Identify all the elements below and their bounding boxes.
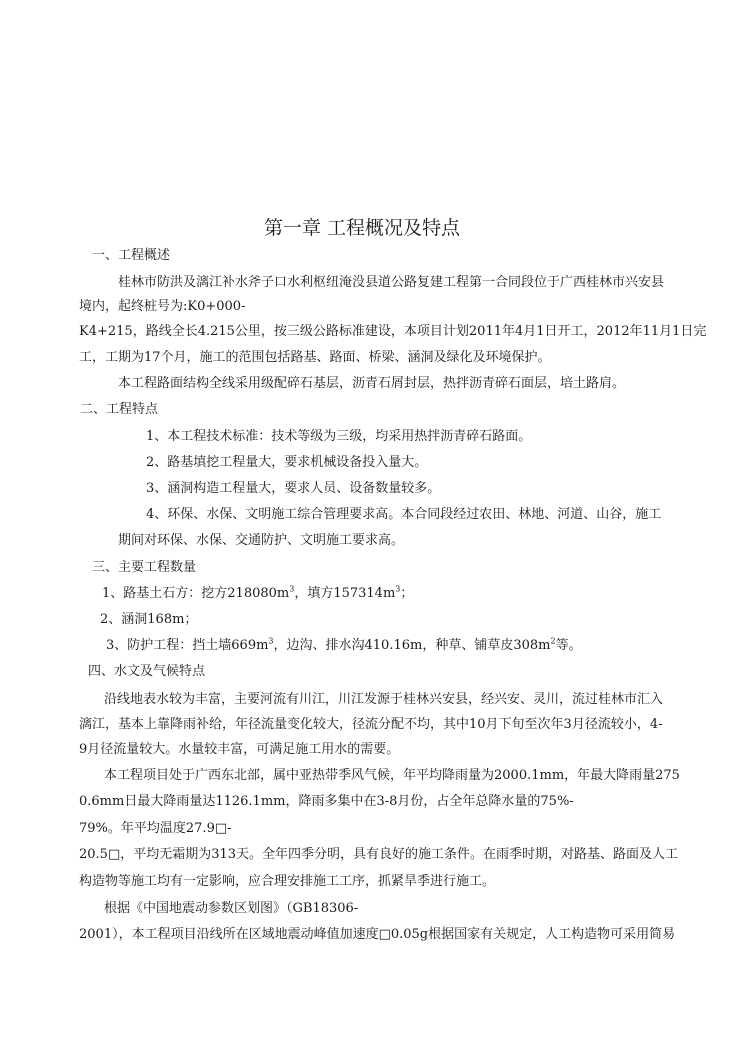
list-item: 2、路基填挖工程量大，要求机械设备投入量大。 (146, 455, 428, 470)
section-heading-1: 一、工程概述 (92, 248, 171, 263)
paragraph-line: 2001），本工程项目沿线所在区域地震动峰值加速度□0.05g根据国家有关规定，人工构造物可采用简易 (79, 927, 676, 942)
paragraph-line: 漓江，基本上靠降雨补给，年径流量变化较大，径流分配不均，其中10月下旬至次年3月径流较小，4- (79, 717, 663, 732)
list-item: 4、环保、水保、文明施工综合管理要求高。本合同段经过农田、林地、河道、山谷，施工 (146, 507, 662, 522)
paragraph-line: 9月径流量较大。水量较丰富，可满足施工用水的需要。 (79, 742, 400, 757)
quantity-text: 3、防护工程：挡土墙669m (106, 638, 269, 653)
section-heading-2: 二、工程特点 (80, 402, 159, 417)
quantity-text: 等。 (555, 638, 582, 653)
paragraph-line: 本工程路面结构全线采用级配碎石基层，沥青石屑封层，热拌沥青碎石面层，培土路肩。 (118, 376, 626, 391)
paragraph-line: 沿线地表水较为丰富，主要河流有川江，川江发源于桂林兴安县，经兴安、灵川，流过桂林市汇入 (104, 692, 664, 707)
list-item: 1、本工程技术标准：技术等级为三级，均采用热拌沥青碎石路面。 (146, 429, 532, 444)
superscript: 2 (550, 636, 556, 646)
superscript: 3 (289, 584, 295, 594)
quantity-item: 2、涵洞168m； (100, 612, 198, 627)
paragraph-line: 桂林市防洪及漓江补水斧子口水利枢纽淹没县道公路复建工程第一合同段位于广西桂林市兴安县 (118, 275, 665, 290)
quantity-item (102, 586, 413, 602)
paragraph-line: 20.5□，平均无霜期为313天。全年四季分明，具有良好的施工条件。在雨季时期，对路基、路面及人工 (79, 847, 679, 862)
paragraph-line: 79%。年平均温度27.9□- (79, 821, 232, 836)
superscript: 3 (268, 636, 274, 646)
list-item: 3、涵洞构造工程量大，要求人员、设备数量较多。 (146, 481, 441, 496)
chapter-title: 第一章 工程概况及特点 (263, 217, 461, 239)
paragraph-line: K4+215，路线全长4.215公里，按三级公路标准建设，本项目计划2011年4月1日开工，2012年11月1日完 (79, 324, 707, 339)
paragraph-line: 构造物等施工均有一定影响，应合理安排施工工序，抓紧旱季进行施工。 (79, 874, 496, 889)
quantity-text: 1、路基土石方：挖方218080m (102, 586, 290, 601)
quantity-text: ，填方157314m (294, 586, 396, 601)
quantity-text: ，边沟、排水沟410.16m，种草、铺草皮308m (273, 638, 551, 653)
section-heading-3: 三、主要工程数量 (92, 560, 197, 575)
paragraph-line: 0.6mm日最大降雨量达1126.1mm，降雨多集中在3-8月份，占全年总降水量的75%- (79, 794, 574, 809)
superscript: 3 (395, 584, 401, 594)
paragraph-line: 工，工期为17个月，施工的范围包括路基、路面、桥梁、涵洞及绿化及环境保护。 (79, 350, 551, 365)
paragraph-line: 根据《中国地震动参数区划图》（GB18306- (104, 901, 359, 916)
list-item-continuation: 期间对环保、水保、交通防护、文明施工要求高。 (118, 533, 405, 548)
quantity-text: ； (400, 586, 414, 601)
paragraph-line: 本工程项目处于广西东北部，属中亚热带季风气候，年平均降雨量为2000.1mm，年最大降雨量275 (104, 768, 680, 783)
paragraph-line: 境内，起终桩号为:K0+000- (79, 299, 246, 314)
section-heading-4: 四、水文及气候特点 (88, 664, 206, 679)
quantity-item (106, 638, 582, 654)
